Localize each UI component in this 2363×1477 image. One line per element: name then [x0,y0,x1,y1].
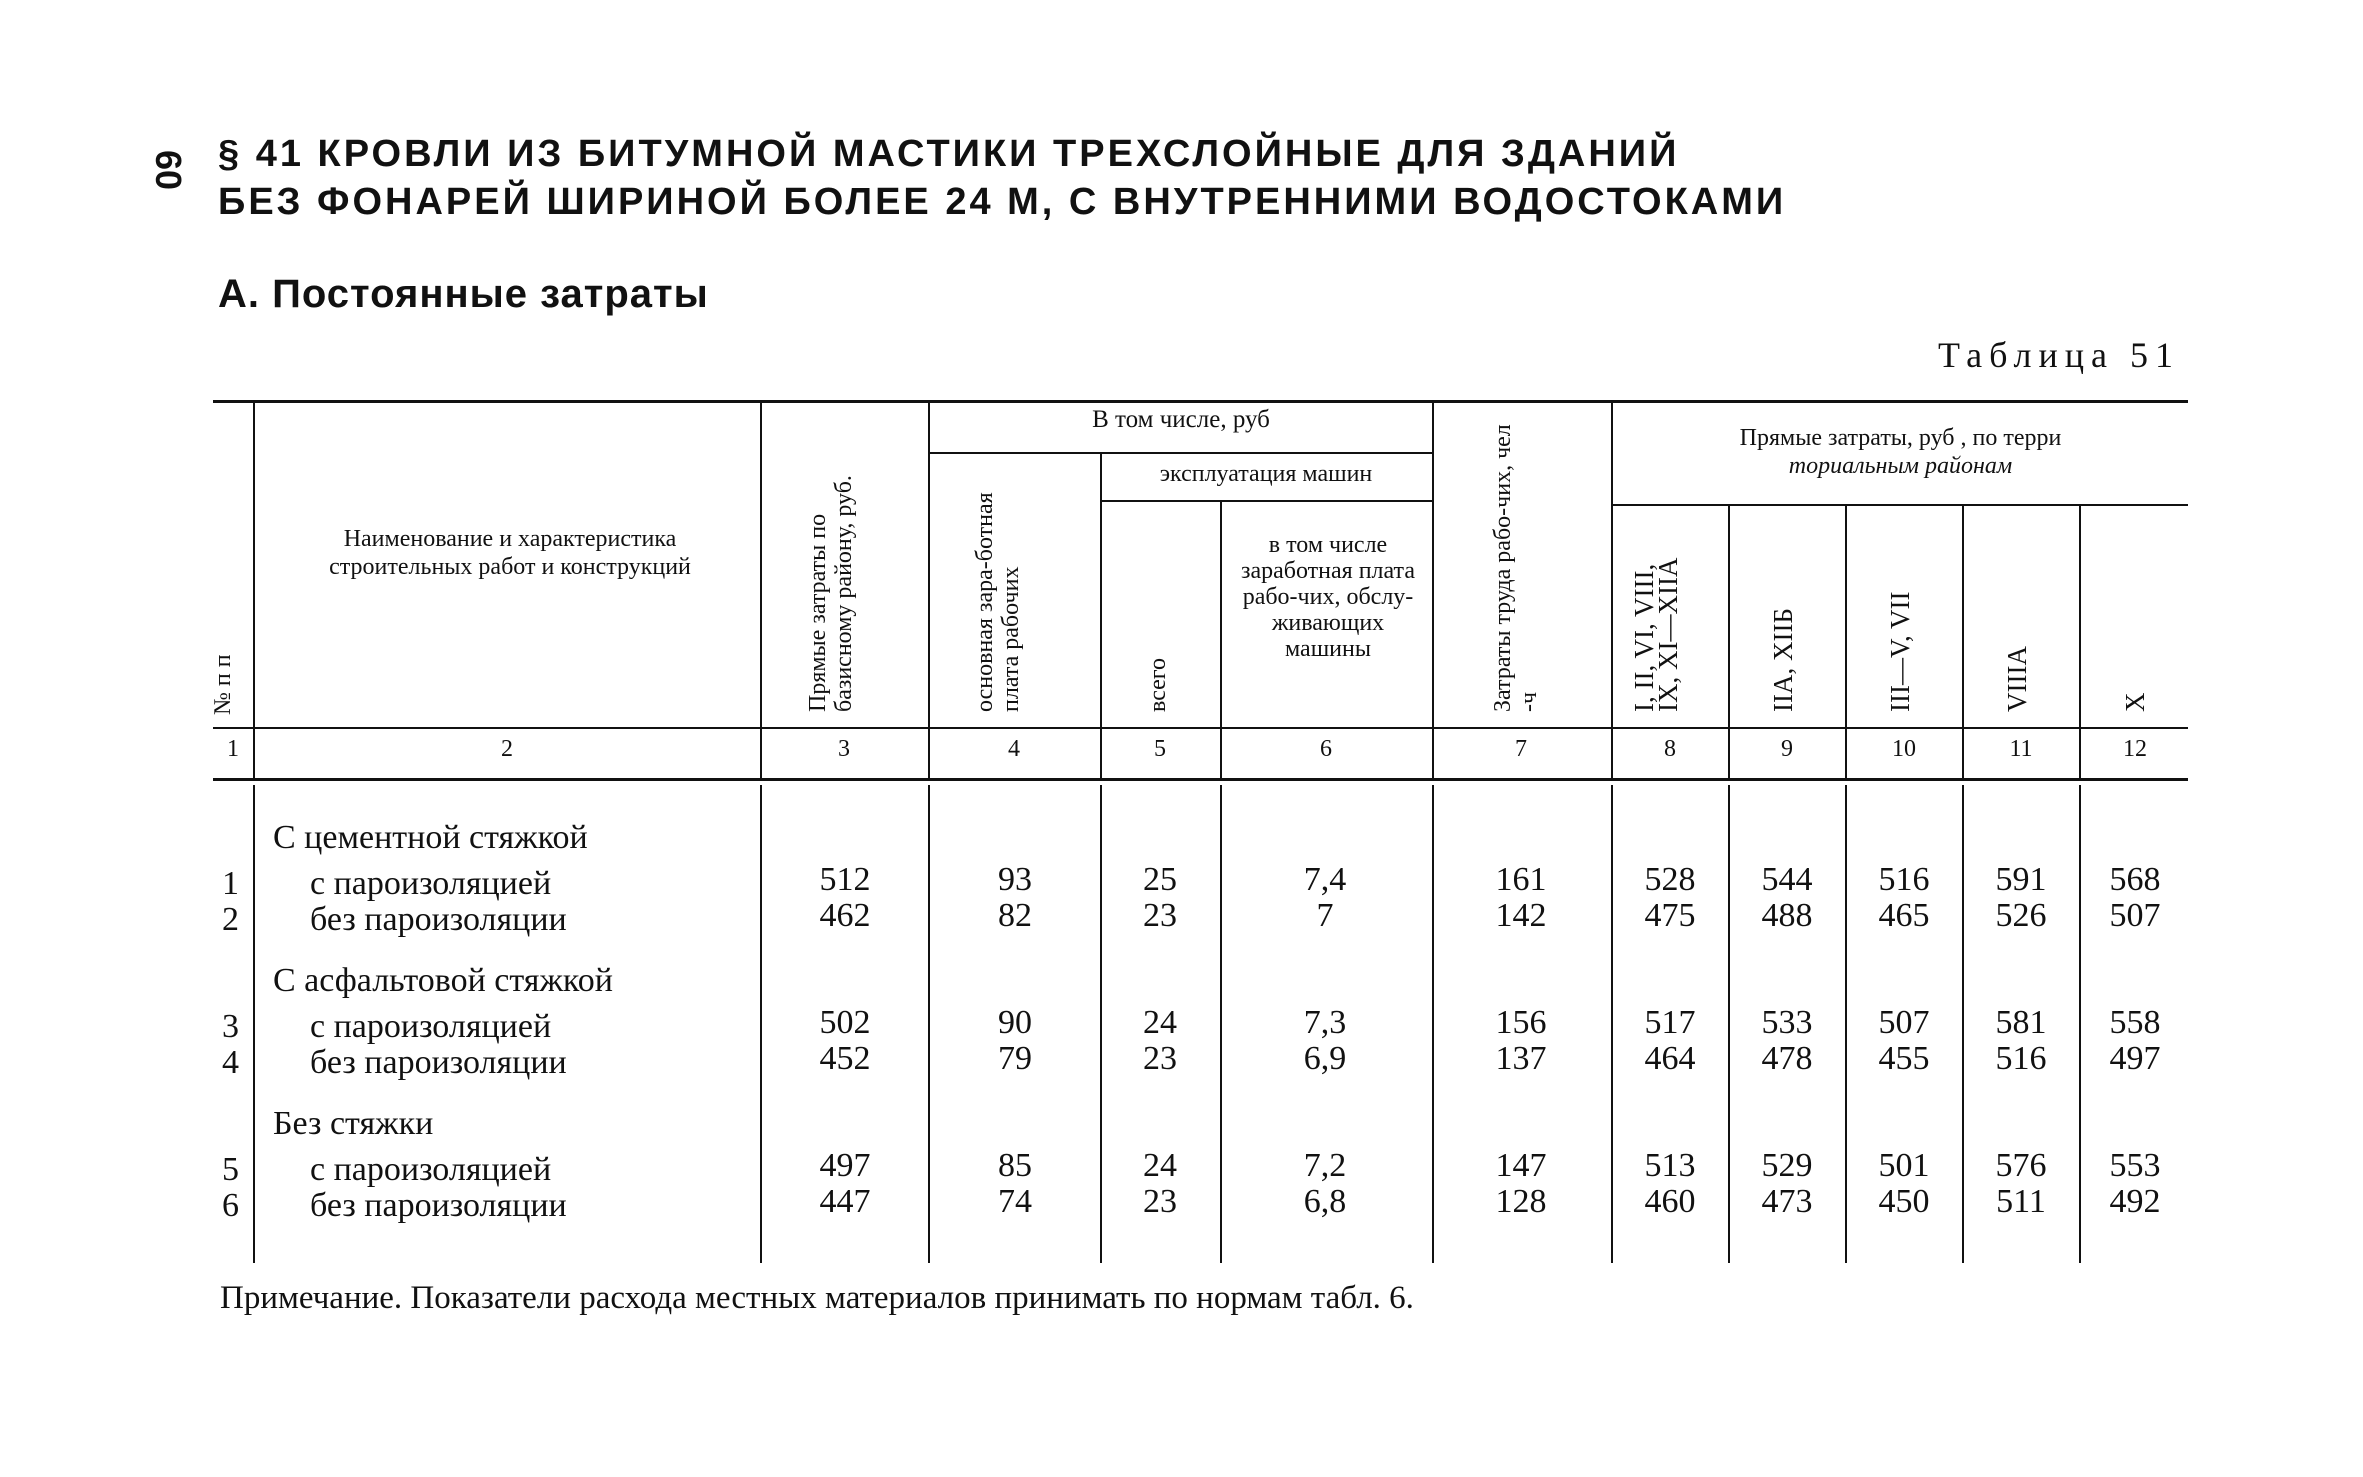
column-numbers-rule [213,778,2188,781]
row-number: 3 [222,1008,239,1045]
body-vline [928,785,930,1263]
cell-col9: 473 [1761,1183,1813,1220]
cell-col8: 513 [1644,1147,1696,1184]
cell-col11: 511 [1996,1183,2046,1220]
cell-col11: 516 [1995,1040,2047,1077]
header-col5: всего [1145,657,1171,712]
row-name: с пароизоляцией [310,1008,552,1045]
cell-col6: 7,3 [1303,1004,1347,1041]
body-vline [1432,785,1434,1263]
cell-col7: 147 [1495,1147,1547,1184]
header-vline [2079,506,2081,780]
cell-col6: 6,8 [1303,1183,1347,1220]
group-label: Без стяжки [273,1105,434,1142]
cell-col9: 488 [1761,897,1813,934]
machines-group-rule [1100,500,1432,502]
cell-col8: 460 [1644,1183,1696,1220]
column-number: 2 [501,736,513,762]
body-vline [1611,785,1613,1263]
column-number: 7 [1515,736,1527,762]
group-label: С цементной стяжкой [273,819,588,856]
cell-col3: 447 [819,1183,871,1220]
body-vline [1100,785,1102,1263]
column-number: 1 [227,736,239,762]
body-vline [253,785,255,1263]
cell-col11: 581 [1995,1004,2047,1041]
header-col3: Прямые затраты по базисному району, руб. [805,475,857,712]
body-vline [1220,785,1222,1263]
column-number: 8 [1664,736,1676,762]
cell-col10: 516 [1878,861,1930,898]
cell-col8: 517 [1644,1004,1696,1041]
section-title-line2: БЕЗ ФОНАРЕЙ ШИРИНОЙ БОЛЕЕ 24 М, С ВНУТРЕННИМИ ВОДОСТОКАМИ [218,181,1787,223]
row-number: 2 [222,901,239,938]
header-vline [928,400,930,780]
cell-col4: 82 [998,897,1032,934]
cell-col8: 475 [1644,897,1696,934]
row-name: без пароизоляции [310,1187,567,1224]
header-col1: № п п [210,654,236,715]
cell-col4: 90 [998,1004,1032,1041]
cell-col4: 93 [998,861,1032,898]
body-vline [1962,785,1964,1263]
cell-col5: 23 [1143,1183,1177,1220]
cell-col10: 507 [1878,1004,1930,1041]
column-number: 10 [1892,736,1916,762]
column-number: 12 [2123,736,2147,762]
header-vline [1100,454,1102,780]
header-vline [1220,502,1222,780]
row-name: без пароизоляции [310,1044,567,1081]
cell-col9: 544 [1761,861,1813,898]
cell-col12: 553 [2109,1147,2161,1184]
row-name: с пароизоляцией [310,1151,552,1188]
incl-group-rule [930,452,1432,454]
cell-col12: 497 [2109,1040,2161,1077]
column-number: 6 [1320,736,1332,762]
cell-col11: 591 [1995,861,2047,898]
header-bottom-rule [213,727,2188,729]
header-regions-line2: ториальным районам [1788,453,2013,479]
cell-col4: 85 [998,1147,1032,1184]
cell-col5: 23 [1143,897,1177,934]
body-vline [1728,785,1730,1263]
cell-col8: 464 [1644,1040,1696,1077]
header-col2: Наименование и характеристика строительных работ и конструкций [329,526,691,580]
body-vline [1845,785,1847,1263]
cell-col5: 23 [1143,1040,1177,1077]
row-number: 5 [222,1151,239,1188]
cell-col8: 528 [1644,861,1696,898]
cell-col7: 128 [1495,1183,1547,1220]
header-vline [1845,506,1847,780]
cell-col10: 450 [1878,1183,1930,1220]
subtitle: А. Постоянные затраты [218,272,709,316]
row-number: 4 [222,1044,239,1081]
cell-col10: 455 [1878,1040,1930,1077]
cell-col6: 6,9 [1303,1040,1347,1077]
header-col12: X [2120,692,2150,712]
header-vline [253,400,255,780]
row-name: без пароизоляции [310,901,567,938]
header-col8: I, II, VI, VIII, IX, XI—XIIА [1629,557,1683,712]
cell-col7: 142 [1495,897,1547,934]
column-number: 4 [1008,736,1020,762]
header-col6: в том числе заработная плата рабо-чих, обслу-живающих машины [1241,532,1415,662]
cell-col10: 465 [1878,897,1930,934]
column-number: 5 [1154,736,1166,762]
section-title [218,130,1818,226]
header-vline [1728,506,1730,780]
header-col7: Затраты труда рабо-чих, чел -ч [1490,424,1542,712]
cell-col7: 161 [1495,861,1547,898]
cell-col5: 24 [1143,1004,1177,1041]
cell-col12: 568 [2109,861,2161,898]
cell-col11: 526 [1995,897,2047,934]
column-number: 3 [838,736,850,762]
header-col9: IIА, XIIБ [1768,608,1798,712]
cell-col4: 74 [998,1183,1032,1220]
column-number: 9 [1781,736,1793,762]
row-number: 6 [222,1187,239,1224]
cell-col3: 497 [819,1147,871,1184]
cell-col12: 558 [2109,1004,2161,1041]
cell-col4: 79 [998,1040,1032,1077]
header-vline [1962,506,1964,780]
row-number: 1 [222,865,239,902]
cell-col12: 492 [2109,1183,2161,1220]
table-number: Таблица 51 [1938,335,2180,375]
cell-col6: 7,2 [1303,1147,1347,1184]
header-machines-group: эксплуатация машин [1159,461,1373,487]
cell-col12: 507 [2109,897,2161,934]
cell-col3: 462 [819,897,871,934]
cell-col11: 576 [1995,1147,2047,1184]
table-top-rule [213,400,2188,403]
header-col11: VIIIА [2002,646,2032,712]
cell-col3: 452 [819,1040,871,1077]
cell-col6: 7 [1316,897,1334,934]
header-incl-group: В том числе, руб [1092,406,1270,433]
cell-col10: 501 [1878,1147,1930,1184]
cell-col3: 502 [819,1004,871,1041]
header-col4: основная зара-ботная плата рабочих [972,492,1024,712]
header-regions-group [1613,424,2188,480]
group-label: С асфальтовой стяжкой [273,962,613,999]
section-title-line1: § 41 КРОВЛИ ИЗ БИТУМНОЙ МАСТИКИ ТРЕХСЛОЙНЫЕ ДЛЯ ЗДАНИЙ [218,133,1680,175]
header-vline [760,400,762,780]
cell-col6: 7,4 [1303,861,1347,898]
cell-col9: 478 [1761,1040,1813,1077]
header-col10: III—V, VII [1885,591,1915,712]
page-number: 60 [148,150,189,191]
cell-col9: 533 [1761,1004,1813,1041]
header-regions-line1: Прямые затраты, руб , по терри [1739,425,2062,451]
cell-col3: 512 [819,861,871,898]
row-name: с пароизоляцией [310,865,552,902]
cell-col9: 529 [1761,1147,1813,1184]
body-vline [760,785,762,1263]
cell-col5: 25 [1143,861,1177,898]
regions-group-rule [1613,504,2188,506]
cell-col7: 137 [1495,1040,1547,1077]
cell-col5: 24 [1143,1147,1177,1184]
table-note: Примечание. Показатели расхода местных материалов принимать по нормам табл. 6. [220,1280,1414,1316]
column-number: 11 [2009,736,2033,762]
header-vline [1432,400,1434,780]
cell-col7: 156 [1495,1004,1547,1041]
